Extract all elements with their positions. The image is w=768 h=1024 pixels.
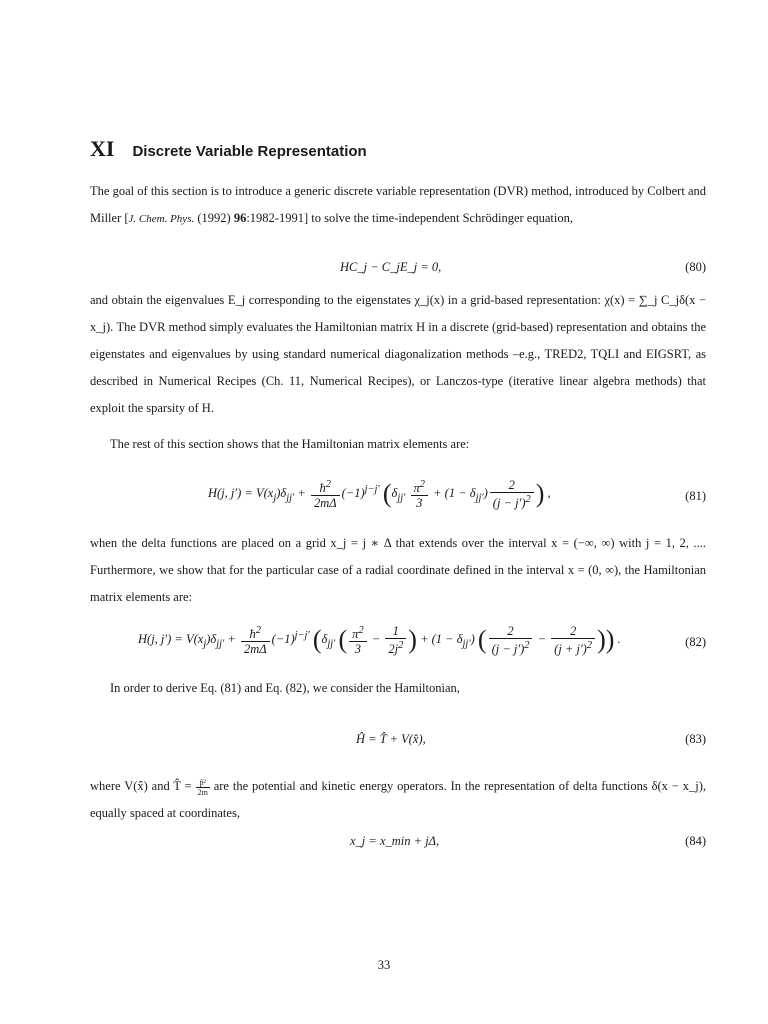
journal-volume: 96: [233, 211, 247, 225]
paragraph-grid-text: when the delta functions are placed on a grid x_j = j ∗ Δ that extends over the interval x = (−∞, ∞) with j = 1, 2, .... Furthermore, we show that for the particular case of a radial coordinate defined in the interval x = (0, ∞), the Hamiltonian matrix elements are:: [90, 536, 706, 604]
equation-81-body: H(j, $j') = V(x_j)\delta_{jj'}$ + $\frac{ħ^2}{2m\Delta}$ $(-1)^{j-j'}$ ($\delta_{jj'}$ $\frac{\pi^2}{3}$ + $(1 - \delta_{jj'})$ $\frac{2}{(j - j')^2}$ ) ,: [208, 478, 551, 511]
equation-84-body: x_j = x_min + jΔ,: [350, 834, 440, 848]
equation-84-number: (84): [685, 834, 706, 848]
equation-84: [90, 828, 706, 858]
intro-paragraph: [90, 178, 706, 233]
kinetic-fraction-numerator: p̂²: [196, 778, 210, 788]
intro-text-a: The goal of this section is to introduce a generic discrete variable representation (DVR) method, introduced by Colbert and Miller [: [90, 184, 706, 225]
paragraph-derive: [90, 675, 706, 702]
paragraph-eigenstates: [90, 287, 706, 422]
paragraph-rest-text: The rest of this section shows that the Hamiltonian matrix elements are:: [110, 437, 470, 451]
kinetic-fraction: [196, 778, 210, 797]
equation-83: [90, 726, 706, 756]
equation-80: [90, 254, 706, 284]
equation-80-number: (80): [685, 260, 706, 274]
equation-81: [90, 478, 706, 512]
paragraph-rest: [90, 431, 706, 458]
page-number: 33: [377, 958, 391, 972]
paragraph-operators-text-a: where V(x̂) and T̂ =: [90, 779, 196, 793]
paragraph-derive-text: In order to derive Eq. (81) and Eq. (82), we consider the Hamiltonian,: [110, 681, 460, 695]
equation-83-body: Ĥ = T̂ + V(x̂),: [356, 732, 426, 746]
paragraph-operators: [90, 773, 706, 827]
equation-80-body: HC_j − C_jE_j = 0,: [340, 260, 442, 274]
equation-82-number: (82): [685, 635, 706, 649]
paragraph-operators-text-b: are the potential and kinetic energy operators. In the representation of delta functions δ(x − x_j), equally spaced at coordinates,: [90, 779, 706, 820]
section-number: XI: [90, 136, 115, 161]
equation-83-number: (83): [685, 732, 706, 746]
intro-text-b: (1992): [194, 211, 234, 225]
journal-name: J. Chem. Phys.: [128, 213, 195, 225]
intro-text-c: :1982-1991] to solve the time-independent Schrödinger equation,: [246, 211, 573, 225]
paragraph-eigenstates-text: and obtain the eigenvalues E_j corresponding to the eigenstates χ_j(x) in a grid-based representation: χ(x) = ∑_j C_jδ(x − x_j). The DVR method simply evaluates the Hamiltonian matrix H in a discrete (grid-based) representation and obtains the eigenstates and eigenvalues by using standard numerical diagonalization methods –e.g., TRED2, TQLI and EIGSRT, as described in Numerical Recipes (Ch. 11, Numerical Recipes), or Lanczos-type (iterative linear algebra methods) that exploit the sparsity of H.: [90, 293, 706, 415]
section-heading: [90, 136, 367, 162]
equation-82: [90, 624, 706, 660]
equation-81-number: (81): [685, 489, 706, 503]
section-title: Discrete Variable Representation: [132, 143, 367, 160]
paragraph-grid: [90, 530, 706, 611]
kinetic-fraction-denominator: 2m: [197, 787, 208, 797]
equation-82-body: H(j, $j') = V(x_j)\delta_{jj'}$ + $\frac{ħ^2}{2m\Delta}$ $(-1)^{j-j'}$ ($\delta_{jj'}$ ( $\frac{\pi^2}{3}$ − $\frac{1}{2j^2}$ ) + $(1 - \delta_{jj'})$ ( $\frac{2}{(j - j')^2}$ − $\frac{2}{(j + j')^2}$ )) .: [138, 624, 621, 657]
